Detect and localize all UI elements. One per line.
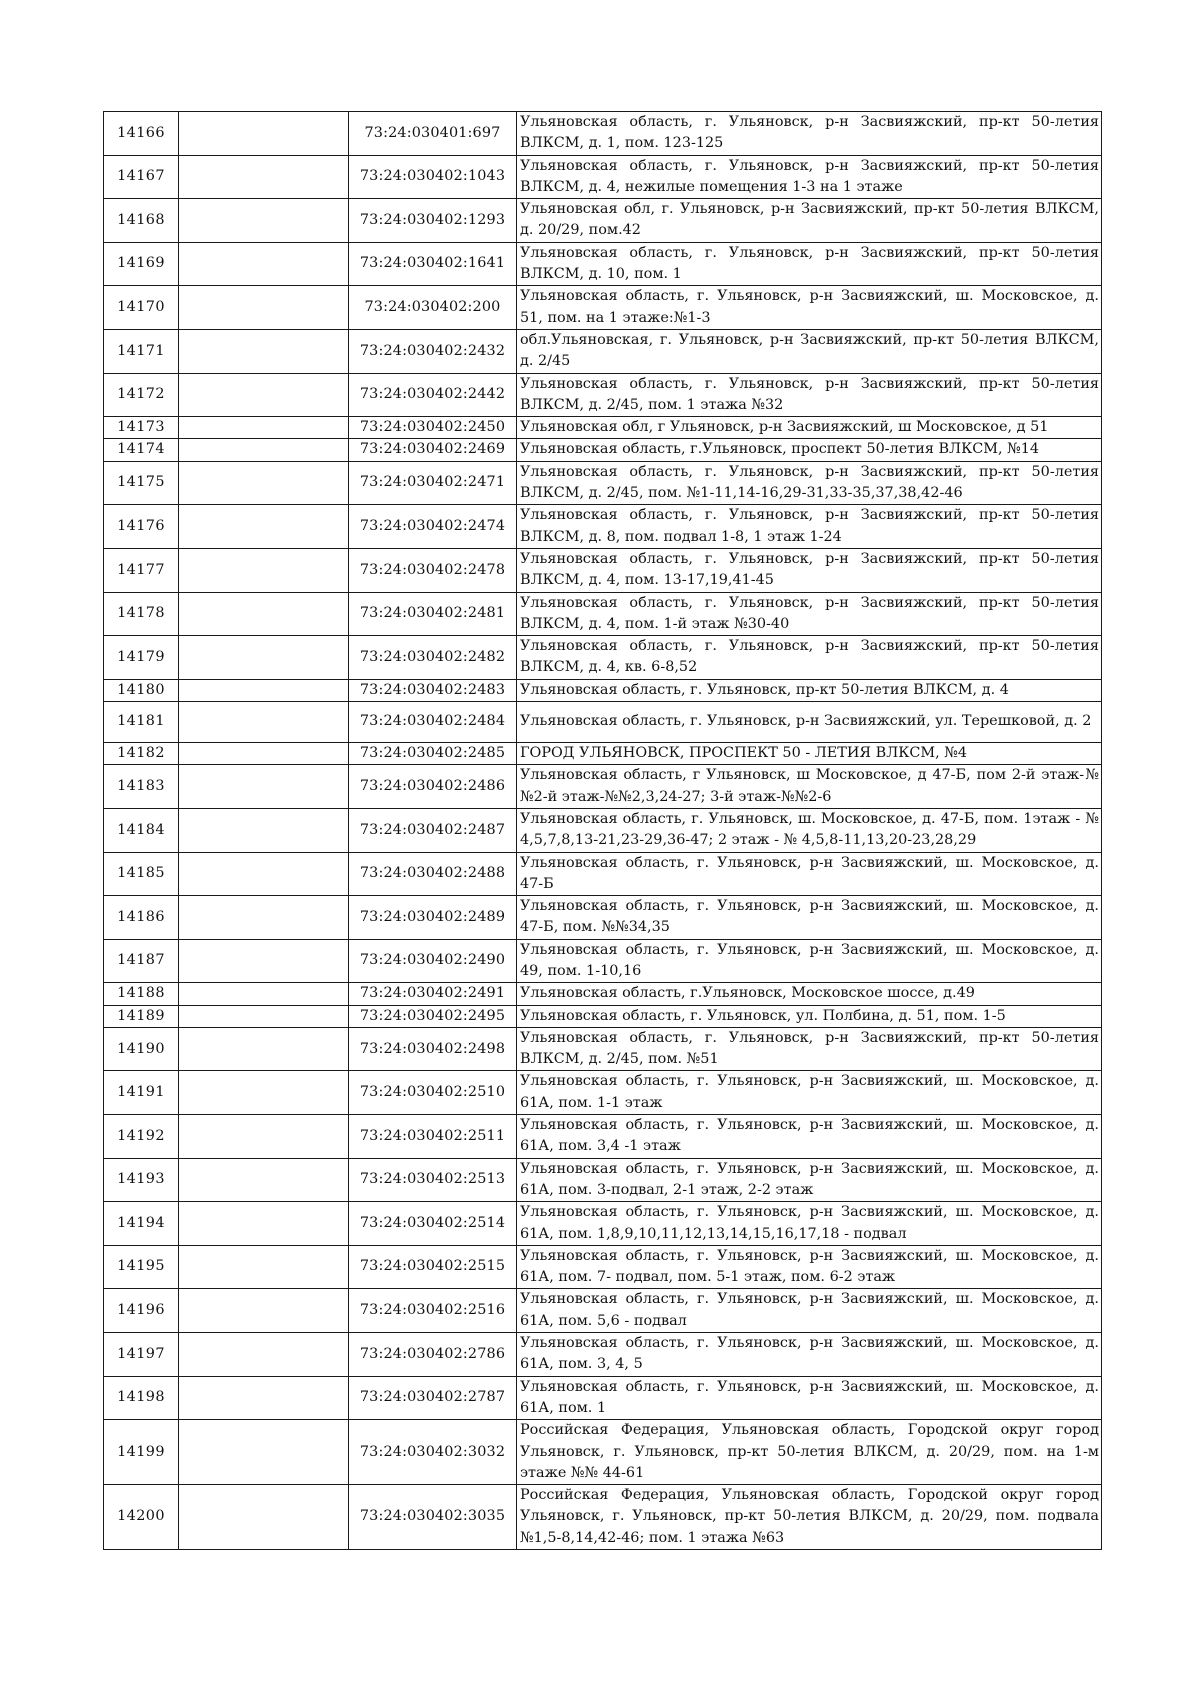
table-row: [104, 765, 1102, 809]
table-row: [104, 199, 1102, 243]
cadastral-number-cell: 73:24:030402:2513: [349, 1158, 517, 1202]
cadastral-number-cell: 73:24:030402:2450: [349, 417, 517, 439]
table-row: [104, 329, 1102, 373]
address-cell: Ульяновская область, г. Ульяновск, р-н Засвияжский, пр-кт 50-летия ВЛКСМ, д. 1, пом. 123-125: [517, 112, 1102, 156]
empty-cell: [179, 199, 349, 243]
cadastral-number-cell: 73:24:030402:2481: [349, 592, 517, 636]
address-cell: Ульяновская область, г. Ульяновск, р-н Засвияжский, ш. Московское, д. 61А, пом. 1: [517, 1376, 1102, 1420]
record-number-cell: 14175: [104, 461, 179, 505]
empty-cell: [179, 286, 349, 330]
table-row: [104, 155, 1102, 199]
address-cell: Ульяновская область, г. Ульяновск, р-н Засвияжский, ш. Московское, д. 49, пом. 1-10,16: [517, 939, 1102, 983]
empty-cell: [179, 765, 349, 809]
record-number-cell: 14172: [104, 373, 179, 417]
address-cell: Российская Федерация, Ульяновская область, Городской округ город Ульяновск, г. Ульяновск, пр-кт 50-летия ВЛКСМ, д. 20/29, пом. на 1-м этаже №№ 44-61: [517, 1420, 1102, 1485]
table-row: [104, 896, 1102, 940]
cadastral-number-cell: 73:24:030402:2488: [349, 852, 517, 896]
table-row: [104, 1158, 1102, 1202]
cadastral-number-cell: 73:24:030402:2787: [349, 1376, 517, 1420]
cadastral-number-cell: 73:24:030402:2485: [349, 743, 517, 765]
table-row: [104, 983, 1102, 1005]
record-number-cell: 14191: [104, 1071, 179, 1115]
table-row: [104, 702, 1102, 743]
address-cell: Ульяновская область, г. Ульяновск, р-н Засвияжский, ул. Терешковой, д. 2: [517, 702, 1102, 743]
record-number-cell: 14183: [104, 765, 179, 809]
table-row: [104, 1333, 1102, 1377]
record-number-cell: 14178: [104, 592, 179, 636]
empty-cell: [179, 1376, 349, 1420]
table-row: [104, 1071, 1102, 1115]
address-cell: Ульяновская область, г. Ульяновск, пр-кт 50-летия ВЛКСМ, д. 4: [517, 679, 1102, 701]
cadastral-number-cell: 73:24:030402:2515: [349, 1245, 517, 1289]
record-number-cell: 14170: [104, 286, 179, 330]
empty-cell: [179, 592, 349, 636]
empty-cell: [179, 1071, 349, 1115]
empty-cell: [179, 1333, 349, 1377]
table-row: [104, 417, 1102, 439]
empty-cell: [179, 373, 349, 417]
empty-cell: [179, 505, 349, 549]
cadastral-number-cell: 73:24:030402:2786: [349, 1333, 517, 1377]
cadastral-number-cell: 73:24:030402:200: [349, 286, 517, 330]
record-number-cell: 14166: [104, 112, 179, 156]
cadastral-number-cell: 73:24:030402:1293: [349, 199, 517, 243]
empty-cell: [179, 1158, 349, 1202]
cadastral-number-cell: 73:24:030402:2491: [349, 983, 517, 1005]
record-number-cell: 14168: [104, 199, 179, 243]
table-row: [104, 1245, 1102, 1289]
record-number-cell: 14177: [104, 548, 179, 592]
record-number-cell: 14194: [104, 1202, 179, 1246]
address-cell: Российская Федерация, Ульяновская область, Городской округ город Ульяновск, г. Ульяновск, пр-кт 50-летия ВЛКСМ, д. 20/29, пом. подвала №1,5-8,14,42-46; пом. 1 этажа №63: [517, 1485, 1102, 1550]
cadastral-number-cell: 73:24:030402:2432: [349, 329, 517, 373]
record-number-cell: 14167: [104, 155, 179, 199]
record-number-cell: 14181: [104, 702, 179, 743]
empty-cell: [179, 636, 349, 680]
empty-cell: [179, 808, 349, 852]
record-number-cell: 14200: [104, 1485, 179, 1550]
address-cell: Ульяновская область, г. Ульяновск, р-н Засвияжский, ш. Московское, д. 61А, пом. 3,4 -1 этаж: [517, 1115, 1102, 1159]
cadastral-number-cell: 73:24:030401:697: [349, 112, 517, 156]
empty-cell: [179, 896, 349, 940]
empty-cell: [179, 1005, 349, 1027]
table-row: [104, 1202, 1102, 1246]
record-number-cell: 14185: [104, 852, 179, 896]
cadastral-number-cell: 73:24:030402:2483: [349, 679, 517, 701]
record-number-cell: 14182: [104, 743, 179, 765]
table-row: [104, 242, 1102, 286]
record-number-cell: 14193: [104, 1158, 179, 1202]
empty-cell: [179, 702, 349, 743]
table-row: [104, 592, 1102, 636]
address-cell: обл.Ульяновская, г. Ульяновск, р-н Засвияжский, пр-кт 50-летия ВЛКСМ, д. 2/45: [517, 329, 1102, 373]
empty-cell: [179, 461, 349, 505]
empty-cell: [179, 548, 349, 592]
cadastral-number-cell: 73:24:030402:2484: [349, 702, 517, 743]
empty-cell: [179, 1289, 349, 1333]
record-number-cell: 14196: [104, 1289, 179, 1333]
address-cell: Ульяновская область, г. Ульяновск, р-н Засвияжский, ш. Московское, д. 61А, пом. 1-1 этаж: [517, 1071, 1102, 1115]
record-number-cell: 14171: [104, 329, 179, 373]
record-number-cell: 14186: [104, 896, 179, 940]
empty-cell: [179, 112, 349, 156]
table-row: [104, 1027, 1102, 1071]
cadastral-number-cell: 73:24:030402:1043: [349, 155, 517, 199]
record-number-cell: 14179: [104, 636, 179, 680]
address-cell: Ульяновская область, г. Ульяновск, р-н Засвияжский, пр-кт 50-летия ВЛКСМ, д. 2/45, пом. №51: [517, 1027, 1102, 1071]
cadastral-number-cell: 73:24:030402:2498: [349, 1027, 517, 1071]
address-cell: Ульяновская область, г. Ульяновск, р-н Засвияжский, ш. Московское, д. 61А, пом. 7- подвал, пом. 5-1 этаж, пом. 6-2 этаж: [517, 1245, 1102, 1289]
address-cell: Ульяновская обл, г Ульяновск, р-н Засвияжский, ш Московское, д 51: [517, 417, 1102, 439]
address-cell: Ульяновская область, г.Ульяновск, проспект 50-летия ВЛКСМ, №14: [517, 439, 1102, 461]
table-row: [104, 439, 1102, 461]
empty-cell: [179, 743, 349, 765]
table-row: [104, 743, 1102, 765]
address-cell: Ульяновская область, г.Ульяновск, Московское шоссе, д.49: [517, 983, 1102, 1005]
table-row: [104, 1485, 1102, 1550]
record-number-cell: 14187: [104, 939, 179, 983]
address-cell: Ульяновская область, г. Ульяновск, ул. Полбина, д. 51, пом. 1-5: [517, 1005, 1102, 1027]
address-cell: Ульяновская область, г. Ульяновск, р-н Засвияжский, пр-кт 50-летия ВЛКСМ, д. 10, пом. 1: [517, 242, 1102, 286]
cadastral-number-cell: 73:24:030402:2442: [349, 373, 517, 417]
record-number-cell: 14169: [104, 242, 179, 286]
empty-cell: [179, 1027, 349, 1071]
address-cell: Ульяновская область, г. Ульяновск, р-н Засвияжский, пр-кт 50-летия ВЛКСМ, д. 4, пом. 1-й этаж №30-40: [517, 592, 1102, 636]
address-cell: Ульяновская область, г. Ульяновск, р-н Засвияжский, ш. Московское, д. 61А, пом. 5,6 - подвал: [517, 1289, 1102, 1333]
record-number-cell: 14180: [104, 679, 179, 701]
address-cell: Ульяновская область, г. Ульяновск, р-н Засвияжский, ш. Московское, д. 61А, пом. 3-подвал, 2-1 этаж, 2-2 этаж: [517, 1158, 1102, 1202]
register-table-body: [104, 112, 1102, 1550]
empty-cell: [179, 983, 349, 1005]
table-row: [104, 636, 1102, 680]
cadastral-number-cell: 73:24:030402:2514: [349, 1202, 517, 1246]
record-number-cell: 14174: [104, 439, 179, 461]
address-cell: Ульяновская область, г. Ульяновск, р-н Засвияжский, пр-кт 50-летия ВЛКСМ, д. 2/45, пом. №1-11,14-16,29-31,33-35,37,38,42-46: [517, 461, 1102, 505]
address-cell: Ульяновская область, г. Ульяновск, р-н Засвияжский, ш. Московское, д. 51, пом. на 1 этаже:№1-3: [517, 286, 1102, 330]
empty-cell: [179, 939, 349, 983]
address-cell: Ульяновская область, г Ульяновск, ш Московское, д 47-Б, пом 2-й этаж-№№2-й этаж-№№2,3,24-27; 3-й этаж-№№2-6: [517, 765, 1102, 809]
empty-cell: [179, 1420, 349, 1485]
cadastral-number-cell: 73:24:030402:2495: [349, 1005, 517, 1027]
address-cell: Ульяновская область, г. Ульяновск, р-н Засвияжский, ш. Московское, д. 61А, пом. 3, 4, 5: [517, 1333, 1102, 1377]
record-number-cell: 14197: [104, 1333, 179, 1377]
table-row: [104, 1115, 1102, 1159]
empty-cell: [179, 329, 349, 373]
record-number-cell: 14195: [104, 1245, 179, 1289]
cadastral-number-cell: 73:24:030402:3035: [349, 1485, 517, 1550]
table-row: [104, 808, 1102, 852]
empty-cell: [179, 1115, 349, 1159]
table-row: [104, 286, 1102, 330]
address-cell: ГОРОД УЛЬЯНОВСК, ПРОСПЕКТ 50 - ЛЕТИЯ ВЛКСМ, №4: [517, 743, 1102, 765]
table-row: [104, 939, 1102, 983]
table-row: [104, 461, 1102, 505]
cadastral-number-cell: 73:24:030402:2482: [349, 636, 517, 680]
record-number-cell: 14198: [104, 1376, 179, 1420]
cadastral-number-cell: 73:24:030402:2487: [349, 808, 517, 852]
cadastral-number-cell: 73:24:030402:1641: [349, 242, 517, 286]
address-cell: Ульяновская область, г. Ульяновск, р-н Засвияжский, пр-кт 50-летия ВЛКСМ, д. 4, пом. 13-17,19,41-45: [517, 548, 1102, 592]
cadastral-number-cell: 73:24:030402:2478: [349, 548, 517, 592]
empty-cell: [179, 155, 349, 199]
table-row: [104, 1289, 1102, 1333]
table-row: [104, 852, 1102, 896]
address-cell: Ульяновская область, г. Ульяновск, р-н Засвияжский, пр-кт 50-летия ВЛКСМ, д. 4, кв. 6-8,52: [517, 636, 1102, 680]
record-number-cell: 14189: [104, 1005, 179, 1027]
table-row: [104, 1005, 1102, 1027]
cadastral-number-cell: 73:24:030402:2486: [349, 765, 517, 809]
cadastral-number-cell: 73:24:030402:3032: [349, 1420, 517, 1485]
empty-cell: [179, 1245, 349, 1289]
table-row: [104, 1420, 1102, 1485]
address-cell: Ульяновская область, г. Ульяновск, ш. Московское, д. 47-Б, пом. 1этаж - № 4,5,7,8,13-21,23-29,36-47; 2 этаж - № 4,5,8-11,13,20-23,28,29: [517, 808, 1102, 852]
address-cell: Ульяновская область, г. Ульяновск, р-н Засвияжский, ш. Московское, д. 61А, пом. 1,8,9,10,11,12,13,14,15,16,17,18 - подвал: [517, 1202, 1102, 1246]
table-row: [104, 679, 1102, 701]
table-row: [104, 373, 1102, 417]
record-number-cell: 14190: [104, 1027, 179, 1071]
address-cell: Ульяновская область, г. Ульяновск, р-н Засвияжский, пр-кт 50-летия ВЛКСМ, д. 2/45, пом. 1 этажа №32: [517, 373, 1102, 417]
record-number-cell: 14184: [104, 808, 179, 852]
table-row: [104, 505, 1102, 549]
address-cell: Ульяновская область, г. Ульяновск, р-н Засвияжский, пр-кт 50-летия ВЛКСМ, д. 8, пом. подвал 1-8, 1 этаж 1-24: [517, 505, 1102, 549]
empty-cell: [179, 852, 349, 896]
empty-cell: [179, 1485, 349, 1550]
table-row: [104, 112, 1102, 156]
empty-cell: [179, 679, 349, 701]
cadastral-number-cell: 73:24:030402:2511: [349, 1115, 517, 1159]
record-number-cell: 14176: [104, 505, 179, 549]
table-row: [104, 548, 1102, 592]
empty-cell: [179, 417, 349, 439]
property-register-table: [103, 111, 1102, 1550]
cadastral-number-cell: 73:24:030402:2474: [349, 505, 517, 549]
cadastral-number-cell: 73:24:030402:2471: [349, 461, 517, 505]
empty-cell: [179, 242, 349, 286]
empty-cell: [179, 1202, 349, 1246]
record-number-cell: 14188: [104, 983, 179, 1005]
table-row: [104, 1376, 1102, 1420]
cadastral-number-cell: 73:24:030402:2510: [349, 1071, 517, 1115]
cadastral-number-cell: 73:24:030402:2490: [349, 939, 517, 983]
address-cell: Ульяновская область, г. Ульяновск, р-н Засвияжский, пр-кт 50-летия ВЛКСМ, д. 4, нежилые помещения 1-3 на 1 этаже: [517, 155, 1102, 199]
cadastral-number-cell: 73:24:030402:2469: [349, 439, 517, 461]
record-number-cell: 14199: [104, 1420, 179, 1485]
cadastral-number-cell: 73:24:030402:2516: [349, 1289, 517, 1333]
cadastral-number-cell: 73:24:030402:2489: [349, 896, 517, 940]
empty-cell: [179, 439, 349, 461]
address-cell: Ульяновская область, г. Ульяновск, р-н Засвияжский, ш. Московское, д. 47-Б, пом. №№34,35: [517, 896, 1102, 940]
address-cell: Ульяновская обл, г. Ульяновск, р-н Засвияжский, пр-кт 50-летия ВЛКСМ, д. 20/29, пом.42: [517, 199, 1102, 243]
record-number-cell: 14173: [104, 417, 179, 439]
record-number-cell: 14192: [104, 1115, 179, 1159]
address-cell: Ульяновская область, г. Ульяновск, р-н Засвияжский, ш. Московское, д. 47-Б: [517, 852, 1102, 896]
